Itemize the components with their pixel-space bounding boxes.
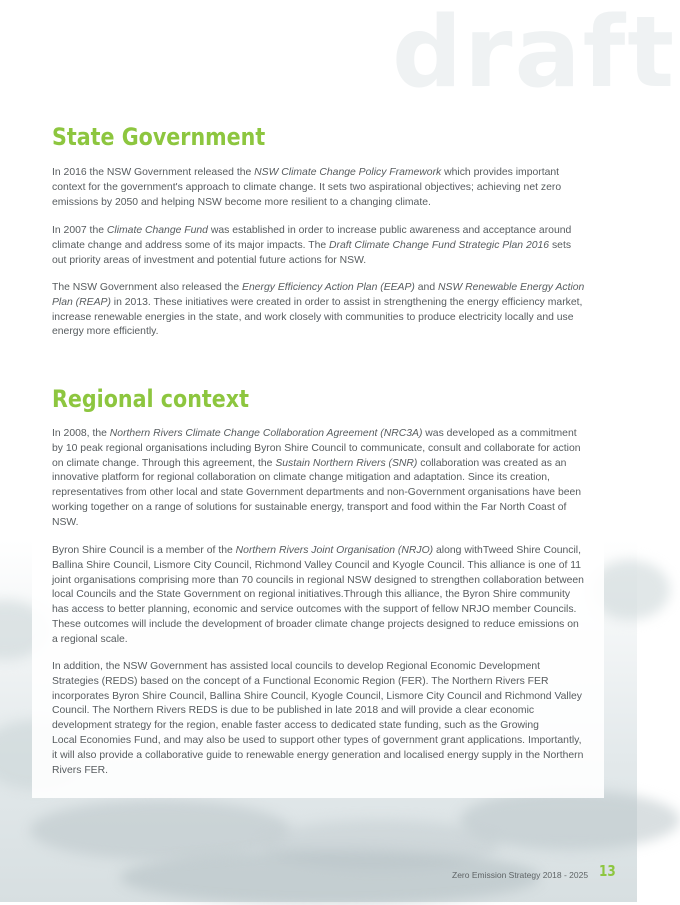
regional-context-heading: Regional context <box>52 385 249 413</box>
state-government-paragraph-2: In 2007 the Climate Change Fund was established in order to increase public awareness and acceptance around climate change and address some of its major impacts. The Draft Climate Change Fund Strategic Plan 2016 sets out priority areas of investment and potential future actions for NSW. <box>52 225 572 266</box>
draft-watermark: draft <box>392 0 677 110</box>
state-government-paragraph-3: The NSW Government also released the Energy Efficiency Action Plan (EEAP) and NSW Renewable Energy Action Plan (REAP) in 2013. These initiatives were created in order to assist in strengthening the energy efficiency market, increase renewable energies in the state, and work closely with communities to produce electricity locally and use energy more efficiently. <box>52 282 585 338</box>
page-number: 13 <box>599 862 616 880</box>
state-government-heading: State Government <box>52 123 266 151</box>
regional-context-paragraph-3: In addition, the NSW Government has assisted local councils to develop Regional Economic Development Strategies (REDS) based on the concept of a Functional Economic Region (FER). The Northern Rivers FER incorporates Byron Shire Council, Ballina Shire Council, Kyogle Council, Lismore City Council and Richmond Valley Council. The Northern Rivers REDS is due to be published in late 2018 and will provide a clear economic development strategy for the region, enable faster access to dedicated state funding, such as the Growing Local Economies Fund, and may also be used to support other types of government grant applications. Importantly, it will also provide a collaborative guide to renewable energy generation and localised energy supply in the Northern Rivers FER. <box>52 661 584 776</box>
regional-context-paragraph-2: Byron Shire Council is a member of the Northern Rivers Joint Organisation (NRJO) along withTweed Shire Council, Ballina Shire Council, Lismore City Council, Richmond Valley Council and Kyogle Council. This alliance is one of 11 joint organisations comprising more than 70 councils in regional NSW designed to strengthen collaboration between local Councils and the State Government on regional initiatives.Through this alliance, the Byron Shire community has access to better planning, economic and service outcomes with the support of fellow NRJO member Councils. These outcomes will include the development of broader climate change projects designed to reduce emissions on a regional scale. <box>52 545 584 645</box>
regional-context-paragraph-1: In 2008, the Northern Rivers Climate Change Collaboration Agreement (NRC3A) was developed as a commitment by 10 peak regional organisations including Byron Shire Council to communicate, consult and collaborate for action on climate change. Through this agreement, the Sustain Northern Rivers (SNR) collaboration was created as an innovative platform for regional collaboration on climate change mitigation and adaptation. Since its creation, representatives from other local and state Government departments and non-Government organisations have been working together on a range of solutions for sustainable energy, transport and food within the Far North Coast of NSW. <box>52 428 582 528</box>
cloud-shape <box>460 790 680 850</box>
footer-document-title: Zero Emission Strategy 2018 - 2025 <box>452 870 589 880</box>
state-government-paragraph-1: In 2016 the NSW Government released the NSW Climate Change Policy Framework which provides important context for the government's approach to climate change. It sets two aspirational objectives; achieving net zero emissions by 2050 and helping NSW become more resilient to a changing climate. <box>52 167 562 208</box>
